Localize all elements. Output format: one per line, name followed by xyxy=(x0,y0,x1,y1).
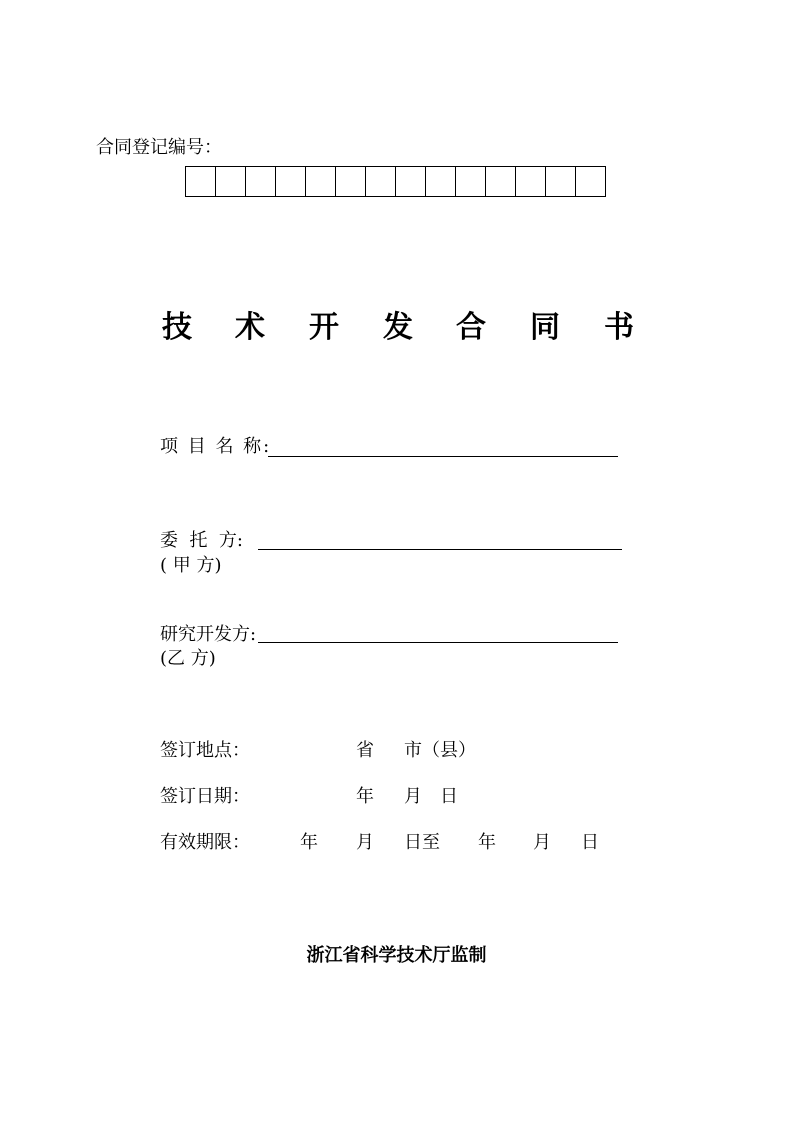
registration-label: 合同登记编号： xyxy=(96,137,222,158)
developer-input-line[interactable] xyxy=(258,642,618,643)
signing-date-day: 日 xyxy=(440,786,458,807)
registration-digit-box[interactable] xyxy=(516,167,546,196)
client-input-line[interactable] xyxy=(258,549,622,550)
signing-date-label: 签订日期： xyxy=(160,786,250,807)
registration-digit-box[interactable] xyxy=(486,167,516,196)
document-title xyxy=(0,308,793,348)
developer-sub-label: (乙 方) xyxy=(160,648,216,669)
title-char: 同 xyxy=(530,310,560,345)
title-char: 术 xyxy=(235,310,265,345)
registration-digit-box[interactable] xyxy=(426,167,456,196)
signing-date-month: 月 xyxy=(404,786,422,807)
title-char: 开 xyxy=(309,310,339,345)
title-char: 合 xyxy=(456,310,486,345)
registration-digit-box[interactable] xyxy=(246,167,276,196)
registration-digit-box[interactable] xyxy=(576,167,606,196)
signing-place-province: 省 xyxy=(356,740,374,761)
validity-label: 有效期限： xyxy=(160,832,250,853)
title-char: 技 xyxy=(162,310,192,345)
signing-place-city: 市（县） xyxy=(404,740,476,761)
title-char: 发 xyxy=(383,310,413,345)
validity-year-start: 年 xyxy=(300,832,318,853)
registration-digit-box[interactable] xyxy=(366,167,396,196)
validity-month-end: 月 xyxy=(533,832,551,853)
registration-digit-box[interactable] xyxy=(276,167,306,196)
registration-digit-box[interactable] xyxy=(456,167,486,196)
registration-digit-box[interactable] xyxy=(186,167,216,196)
registration-digit-box[interactable] xyxy=(546,167,576,196)
client-label: 委 托 方: xyxy=(160,530,243,551)
title-char: 书 xyxy=(604,310,634,345)
issuer-footer: 浙江省科学技术厅监制 xyxy=(306,945,487,966)
signing-date-year: 年 xyxy=(356,786,374,807)
registration-digit-box[interactable] xyxy=(396,167,426,196)
signing-place-label: 签订地点： xyxy=(160,740,250,761)
developer-label: 研究开发方: xyxy=(160,624,257,645)
project-name-input-line[interactable] xyxy=(268,456,618,457)
validity-month-start: 月 xyxy=(356,832,374,853)
registration-digit-box[interactable] xyxy=(216,167,246,196)
client-sub-label: ( 甲 方) xyxy=(160,555,222,576)
registration-digit-box[interactable] xyxy=(336,167,366,196)
validity-day-to: 日至 xyxy=(404,832,440,853)
validity-year-end: 年 xyxy=(478,832,496,853)
project-name-label: 项 目 名 称: xyxy=(160,436,272,457)
validity-day-end: 日 xyxy=(581,832,599,853)
registration-number-boxes[interactable] xyxy=(185,166,606,197)
registration-digit-box[interactable] xyxy=(306,167,336,196)
